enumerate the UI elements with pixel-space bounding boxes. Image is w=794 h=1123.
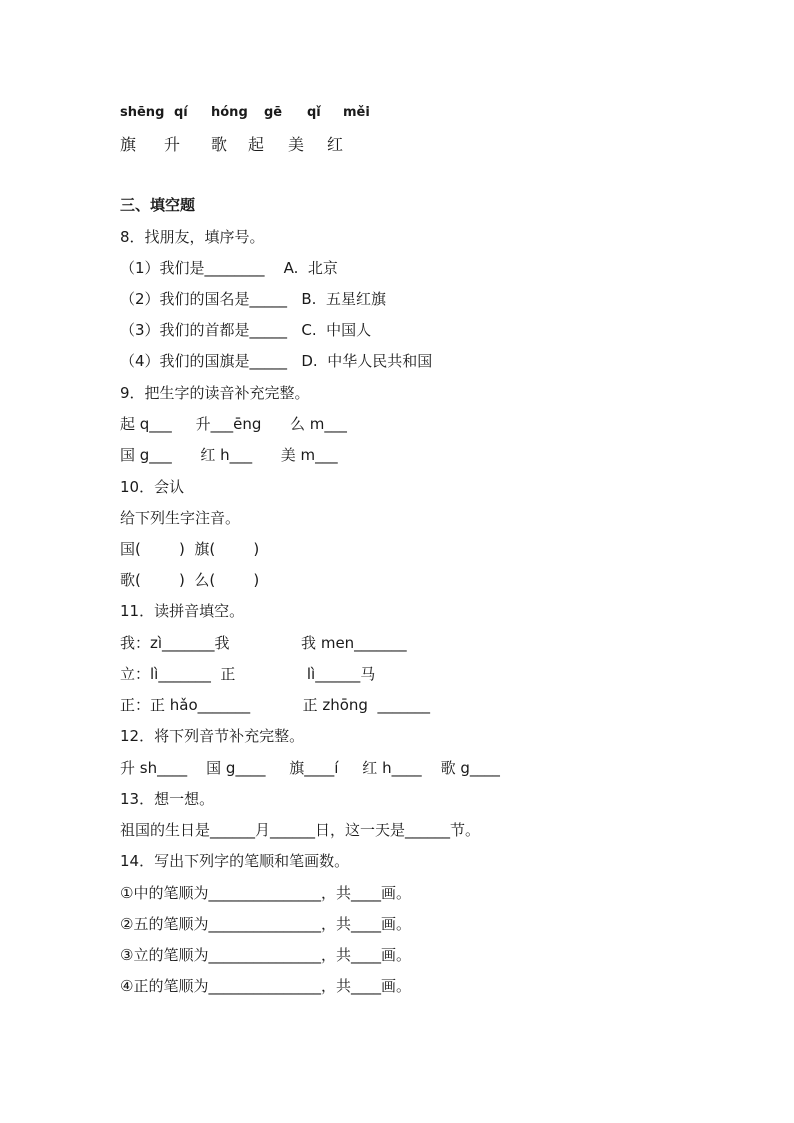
- pinyin-word: hóng: [211, 105, 248, 120]
- q9-line: 起 q___ 升___ēng 么 m___: [120, 415, 347, 433]
- q14-line: ①中的笔顺为_______________，共____画。: [120, 884, 411, 902]
- pinyin-word: qǐ: [307, 105, 321, 120]
- q10-line: 国( ) 旗( ): [120, 540, 260, 558]
- q11-title: 11．读拼音填空。: [120, 602, 245, 620]
- q14-line: ③立的笔顺为_______________，共____画。: [120, 946, 411, 964]
- q8-line: （1）我们是________ A. 北京: [120, 259, 338, 277]
- pinyin-word: gē: [264, 105, 283, 120]
- q11-line: 我：zì_______我 我 men_______: [120, 634, 407, 652]
- hanzi-char: 歌: [211, 135, 228, 154]
- pinyin-word: shēng: [120, 105, 165, 120]
- hanzi-char: 升: [164, 135, 181, 154]
- q14-title: 14．写出下列字的笔顺和笔画数。: [120, 852, 350, 870]
- q11-line: 立：lì_______ 正 lì______马: [120, 665, 376, 683]
- hanzi-char: 起: [248, 135, 265, 154]
- q12-line: 升 sh____ 国 g____ 旗____í 红 h____ 歌 g____: [120, 759, 500, 777]
- q8-line: （4）我们的国旗是_____ D. 中华人民共和国: [120, 352, 433, 370]
- q10-subtitle: 给下列生字注音。: [120, 509, 241, 527]
- q14-line: ②五的笔顺为_______________，共____画。: [120, 915, 411, 933]
- q9-line: 国 g___ 红 h___ 美 m___: [120, 446, 338, 464]
- q8-title: 8．找朋友，填序号。: [120, 228, 265, 246]
- section-title: 三、填空题: [120, 196, 196, 214]
- q13-title: 13．想一想。: [120, 790, 215, 808]
- q10-title: 10．会认: [120, 478, 185, 496]
- pinyin-row: [0, 103, 794, 123]
- hanzi-row: [0, 134, 794, 156]
- hanzi-char: 旗: [120, 135, 137, 154]
- hanzi-char: 美: [288, 135, 305, 154]
- pinyin-word: měi: [343, 105, 370, 120]
- pinyin-word: qí: [174, 105, 188, 120]
- hanzi-char: 红: [327, 135, 344, 154]
- q9-title: 9．把生字的读音补充完整。: [120, 384, 310, 402]
- q10-line: 歌( ) 么( ): [120, 571, 260, 589]
- q14-line: ④正的笔顺为_______________，共____画。: [120, 977, 411, 995]
- q11-line: 正：正 hǎo_______ 正 zhōng _______: [120, 696, 430, 714]
- q12-title: 12．将下列音节补充完整。: [120, 727, 305, 745]
- q13-line: 祖国的生日是______月______日，这一天是______节。: [120, 821, 481, 839]
- q8-line: （2）我们的国名是_____ B. 五星红旗: [120, 290, 386, 308]
- q8-line: （3）我们的首都是_____ C. 中国人: [120, 321, 372, 339]
